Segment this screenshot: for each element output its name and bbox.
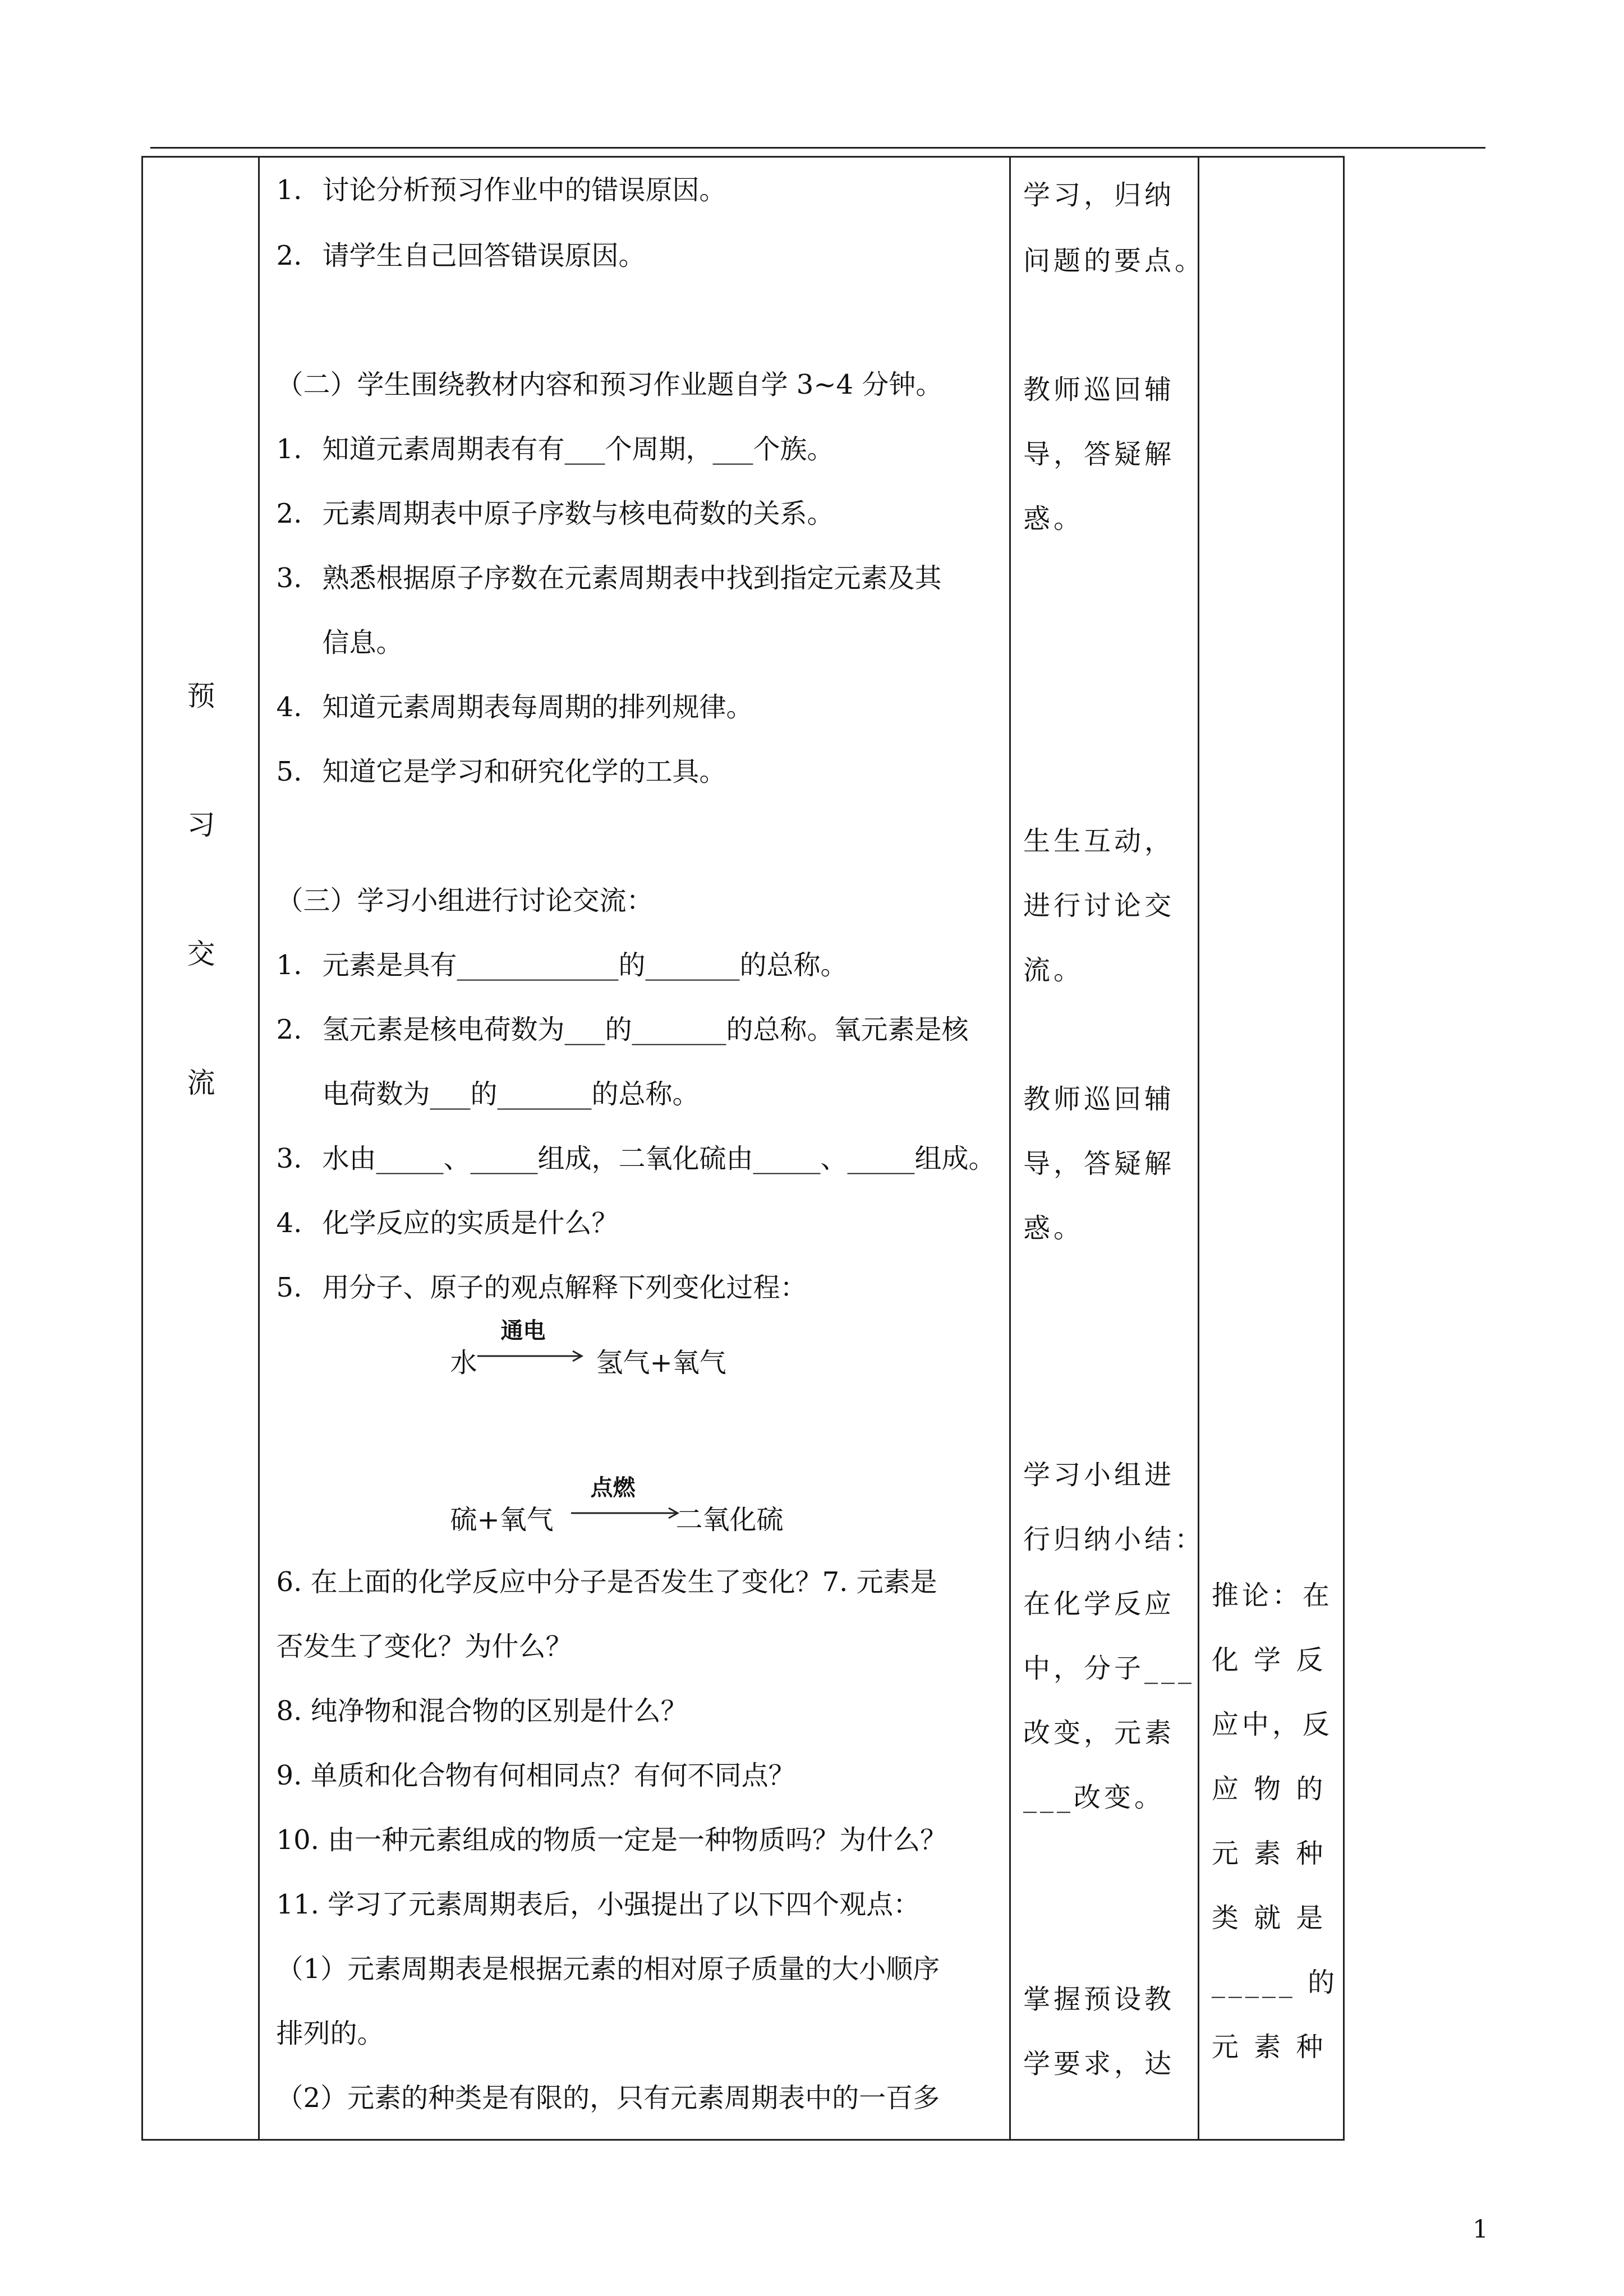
teacher-note-line: ___改变。 [1023,1782,1165,1813]
lesson-plan-table [141,156,1344,2141]
design-note-line: 元 素 种 [1211,2031,1327,2063]
teacher-note-line: 学习小组进 [1023,1459,1175,1491]
list-item: （1）元素周期表是根据元素的相对原子质量的大小顺序 [276,1953,940,1985]
teacher-note-line: 掌握预设教 [1023,1984,1175,2015]
list-item: 1. 讨论分析预习作业中的错误原因。 [276,174,726,206]
list-item: 8. 纯净物和混合物的区别是什么？ [276,1695,688,1727]
design-intent-cell [1198,157,1344,2140]
section-label-char: 预 [187,680,215,712]
list-item: 6. 在上面的化学反应中分子是否发生了变化？7. 元素是 [276,1566,937,1598]
list-item: 电荷数为___的_______的总称。 [322,1078,700,1110]
list-item: 4. 化学反应的实质是什么？ [276,1207,619,1239]
reaction-arrow [477,1349,584,1363]
list-item: 2. 氢元素是核电荷数为___的_______的总称。氧元素是核 [276,1014,969,1045]
list-item: 否发生了变化？为什么？ [276,1631,573,1662]
teacher-note-line: 进行讨论交 [1023,890,1175,921]
section-heading: （三）学习小组进行讨论交流： [276,885,654,916]
teacher-note-line: 在化学反应 [1023,1588,1175,1620]
design-note-line: 应中，反 [1211,1709,1333,1740]
header-rule [150,147,1485,149]
teacher-note-line: 惑。 [1023,503,1084,534]
teacher-note-line: 生生互动， [1023,826,1175,857]
teacher-note-line: 教师巡回辅 [1023,374,1175,405]
page-number: 1 [1473,2215,1488,2244]
list-item: 10. 由一种元素组成的物质一定是一种物质吗？为什么？ [276,1824,947,1856]
list-item: 3. 水由_____、_____组成，二氧化硫由_____、_____组成。 [276,1143,996,1174]
list-item: 排列的。 [276,2018,384,2049]
section-label-char: 流 [187,1067,215,1099]
products: 氢气+氧气 [596,1347,726,1378]
reactants: 硫+氧气 [450,1504,554,1536]
reaction-arrow [571,1506,680,1520]
activity-cell [259,157,1010,2140]
design-note-line: _____ 的 [1211,1967,1338,1998]
teacher-note-line: 行归纳小结： [1023,1524,1205,1555]
reactant: 水 [450,1347,477,1378]
section-heading: （二）学生围绕教材内容和预习作业题自学 3~4 分钟。 [276,369,943,400]
list-item: 1. 元素是具有____________的_______的总称。 [276,949,848,981]
design-note-line: 类 就 是 [1211,1902,1327,1934]
design-note-line: 元 素 种 [1211,1838,1327,1869]
teacher-note-line: 导，答疑解 [1023,1148,1175,1179]
list-item: 2. 请学生自己回答错误原因。 [276,240,646,271]
reaction-condition: 通电 [500,1318,546,1344]
design-note-line: 化 学 反 [1211,1644,1327,1676]
list-item: 5. 用分子、原子的观点解释下列变化过程： [276,1272,807,1303]
teacher-note-line: 改变，元素 [1023,1717,1175,1749]
teacher-note-line: 流。 [1023,955,1084,986]
list-item: 9. 单质和化合物有何相同点？有何不同点？ [276,1760,795,1791]
list-item: （2）元素的种类是有限的，只有元素周期表中的一百多 [276,2082,940,2114]
teacher-note-line: 学习，归纳 [1023,179,1175,211]
list-item: 1. 知道元素周期表有有___个周期，___个族。 [276,434,834,465]
list-item: 3. 熟悉根据原子序数在元素周期表中找到指定元素及其 [276,563,942,594]
section-label-char: 习 [187,809,215,841]
list-item: 2. 元素周期表中原子序数与核电荷数的关系。 [276,498,834,529]
design-note-line: 应 物 的 [1211,1773,1327,1805]
teacher-activity-cell [1010,157,1205,2140]
teacher-note-line: 中，分子___ [1023,1653,1195,1684]
teacher-note-line: 教师巡回辅 [1023,1084,1175,1115]
teacher-note-line: 惑。 [1023,1212,1084,1244]
teacher-note-line: 问题的要点。 [1023,245,1205,276]
list-item: 4. 知道元素周期表每周期的排列规律。 [276,691,753,723]
teacher-note-line: 导，答疑解 [1023,439,1175,470]
reaction-condition: 点燃 [590,1475,636,1501]
teacher-note-line: 学要求，达 [1023,2048,1175,2080]
design-note-line: 推论：在 [1211,1580,1333,1611]
product: 二氧化硫 [675,1504,784,1536]
list-item: 11. 学习了元素周期表后，小强提出了以下四个观点： [276,1889,921,1920]
section-label-cell [142,157,259,2140]
section-label-char: 交 [187,938,215,970]
list-item: 信息。 [322,627,403,658]
list-item: 5. 知道它是学习和研究化学的工具。 [276,756,726,787]
